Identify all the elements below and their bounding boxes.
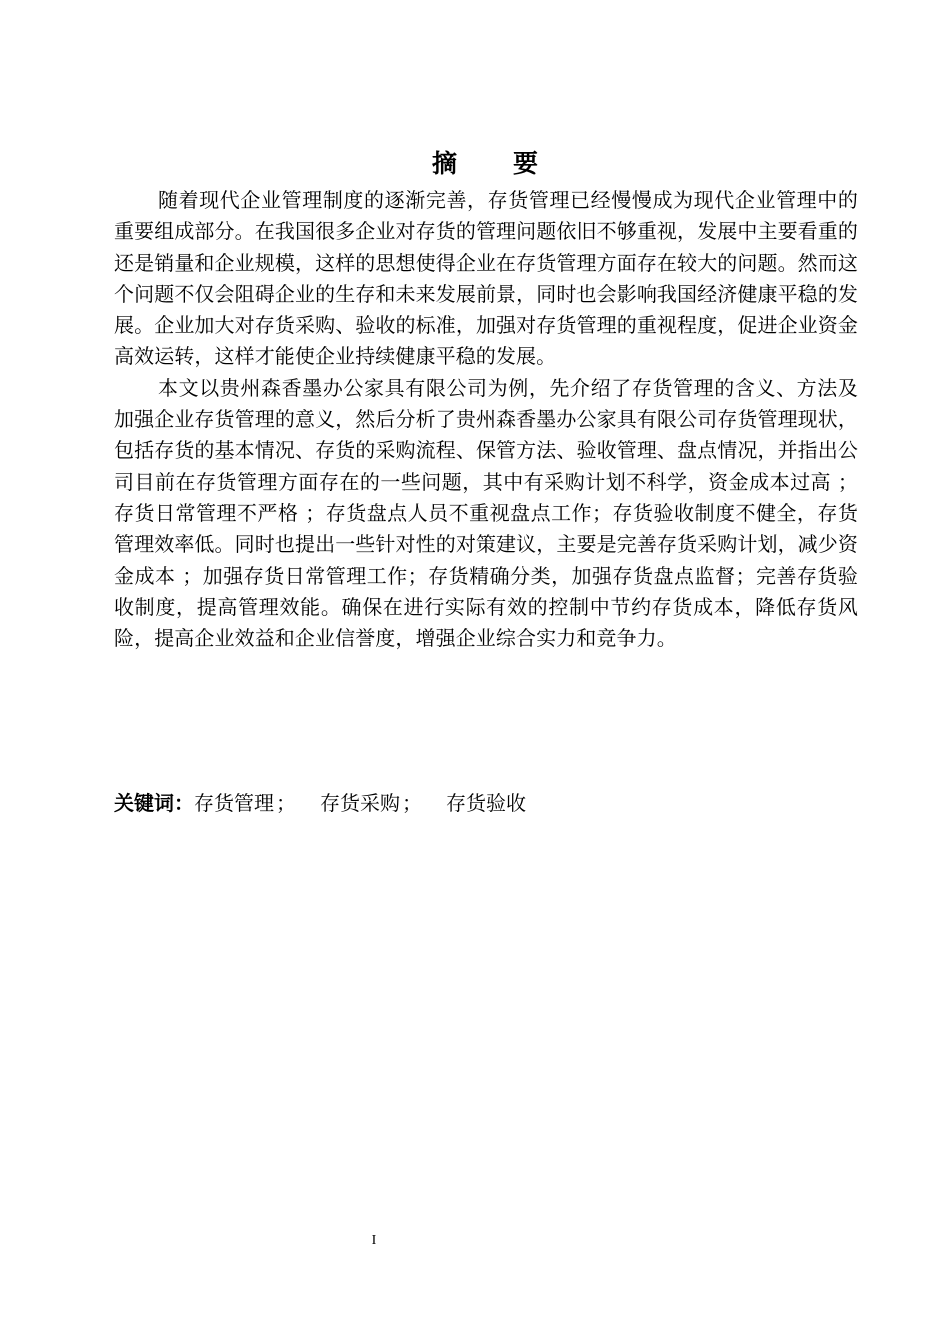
keywords-label: 关键词： [114, 791, 194, 815]
keyword-item: 存货采购 [320, 791, 400, 815]
keyword-separator: ； [276, 791, 296, 815]
keywords-line [114, 788, 858, 818]
abstract-body [114, 185, 858, 654]
keyword-item: 存货管理 [194, 791, 274, 815]
page-number: I [371, 1233, 377, 1248]
abstract-paragraph-2: 本文以贵州森香墨办公家具有限公司为例，先介绍了存货管理的含义、方法及加强企业存货管理的意义，然后分析了贵州森香墨办公家具有限公司存货管理现状，包括存货的基本情况、存货的采购流程、保管方法、验收管理、盘点情况，并指出公司目前在存货管理方面存在的一些问题，其中有采购计划不科学，资金成本过高 ；存货日常管理不严格 ；存货盘点人员不重视盘点工作；存货验收制度不健全，存货管理效率低。同时也提出一些针对性的对策建议，主要是完善存货采购计划，减少资金成本 ；加强存货日常管理工作；存货精确分类，加强存货盘点监督；完善存货验收制度，提高管理效能。确保在进行实际有效的控制中节约存货成本，降低存货风险，提高企业效益和企业信誉度，增强企业综合实力和竞争力。 [114, 375, 858, 651]
keyword-item: 存货验收 [446, 791, 526, 815]
keyword-separator: ； [402, 791, 422, 815]
page-title: 摘 要 [431, 149, 540, 178]
abstract-paragraph-1: 随着现代企业管理制度的逐渐完善，存货管理已经慢慢成为现代企业管理中的重要组成部分。在我国很多企业对存货的管理问题依旧不够重视，发展中主要看重的还是销量和企业规模，这样的思想使得企业在存货管理方面存在较大的问题。然而这个问题不仅会阻碍企业的生存和未来发展前景，同时也会影响我国经济健康平稳的发展。企业加大对存货采购、验收的标准，加强对存货管理的重视程度，促进企业资金高效运转，这样才能使企业持续健康平稳的发展。 [114, 188, 858, 369]
